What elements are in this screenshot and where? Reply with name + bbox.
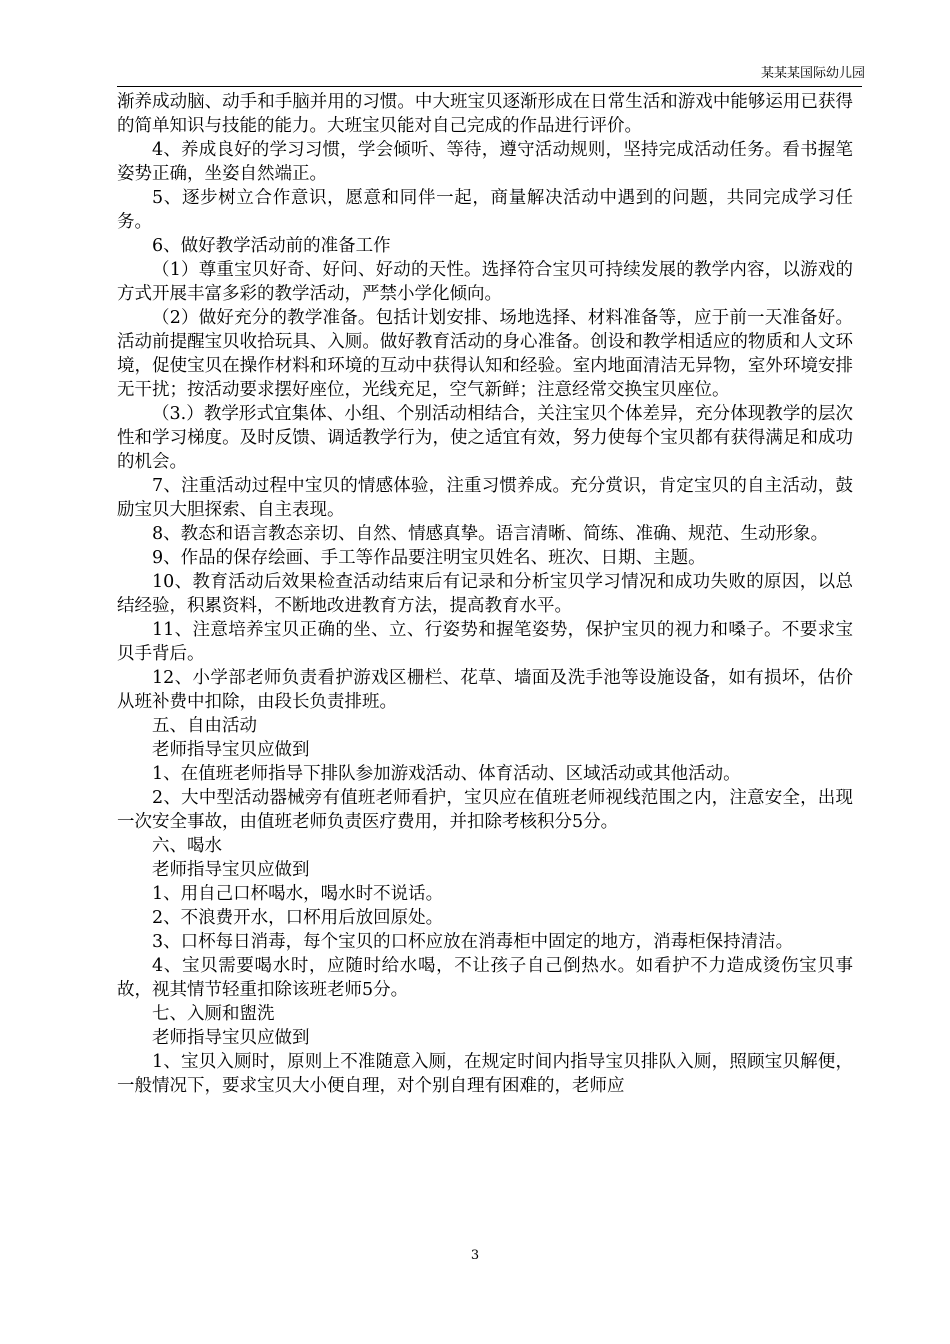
paragraph: 7、注重活动过程中宝贝的情感体验，注重习惯养成。充分赏识，肯定宝贝的自主活动，鼓励宝贝大胆探索、自主表现。 <box>117 476 853 520</box>
paragraph: 9、作品的保存绘画、手工等作品要注明宝贝姓名、班次、日期、主题。 <box>152 548 706 568</box>
paragraph: 1、用自己口杯喝水，喝水时不说话。 <box>152 884 444 904</box>
paragraph: 8、教态和语言教态亲切、自然、情感真挚。语言清晰、简练、准确、规范、生动形象。 <box>152 524 829 544</box>
paragraph: 老师指导宝贝应做到 <box>152 740 310 760</box>
paragraph: 老师指导宝贝应做到 <box>152 1028 310 1048</box>
section-heading: 五、自由活动 <box>152 716 257 736</box>
section-heading: 七、入厕和盥洗 <box>152 1004 275 1024</box>
paragraph: （3.）教学形式宜集体、小组、个别活动相结合，关注宝贝个体差异，充分体现教学的层次性和学习梯度。及时反馈、调适教学行为，使之适宜有效，努力使每个宝贝都有获得满足和成功的机会。 <box>117 404 853 472</box>
paragraph: 1、宝贝入厕时，原则上不准随意入厕，在规定时间内指导宝贝排队入厕，照顾宝贝解便，一般情况下，要求宝贝大小便自理，对个别自理有困难的，老师应 <box>117 1052 853 1096</box>
paragraph: （2）做好充分的教学准备。包括计划安排、场地选择、材料准备等，应于前一天准备好。活动前提醒宝贝收拾玩具、入厕。做好教育活动的身心准备。创设和教学相适应的物质和人文环境，促使宝贝在操作材料和环境的互动中获得认知和经验。室内地面清洁无异物，室外环境安排无干扰；按活动要求摆好座位，光线充足，空气新鲜；注意经常交换宝贝座位。 <box>117 308 853 400</box>
paragraph: （1）尊重宝贝好奇、好问、好动的天性。选择符合宝贝可持续发展的教学内容，以游戏的方式开展丰富多彩的教学活动，严禁小学化倾向。 <box>117 260 853 304</box>
paragraph: 5、逐步树立合作意识，愿意和同伴一起，商量解决活动中遇到的问题，共同完成学习任务。 <box>117 188 853 232</box>
paragraph: 3、口杯每日消毒，每个宝贝的口杯应放在消毒柜中固定的地方，消毒柜保持清洁。 <box>152 932 794 952</box>
paragraph: 2、不浪费开水，口杯用后放回原处。 <box>152 908 444 928</box>
paragraph: 4、宝贝需要喝水时，应随时给水喝，不让孩子自己倒热水。如看护不力造成烫伤宝贝事故，视其情节轻重扣除该班老师5分。 <box>117 956 853 1000</box>
paragraph: 10、教育活动后效果检查活动结束后有记录和分析宝贝学习情况和成功失败的原因，以总结经验，积累资料，不断地改进教育方法，提高教育水平。 <box>117 572 853 616</box>
page-number: 3 <box>470 1248 480 1263</box>
paragraph: 老师指导宝贝应做到 <box>152 860 310 880</box>
paragraph: 12、小学部老师负责看护游戏区栅栏、花草、墙面及洗手池等设施设备，如有损坏，估价从班补费中扣除，由段长负责排班。 <box>117 668 853 712</box>
page-header-org: 某某某国际幼儿园 <box>760 66 865 81</box>
paragraph: 4、养成良好的学习习惯，学会倾听、等待，遵守活动规则，坚持完成活动任务。看书握笔姿势正确，坐姿自然端正。 <box>117 140 853 184</box>
paragraph: 6、做好教学活动前的准备工作 <box>152 236 391 256</box>
document-body <box>117 90 853 1098</box>
header-rule <box>117 86 862 87</box>
paragraph: 11、注意培养宝贝正确的坐、立、行姿势和握笔姿势，保护宝贝的视力和嗓子。不要求宝贝手背后。 <box>117 620 853 664</box>
paragraph: 2、大中型活动器械旁有值班老师看护，宝贝应在值班老师视线范围之内，注意安全，出现一次安全事故，由值班老师负责医疗费用，并扣除考核积分5分。 <box>117 788 853 832</box>
paragraph: 1、在值班老师指导下排队参加游戏活动、体育活动、区域活动或其他活动。 <box>152 764 741 784</box>
section-heading: 六、喝水 <box>152 836 222 856</box>
paragraph: 渐养成动脑、动手和手脑并用的习惯。中大班宝贝逐渐形成在日常生活和游戏中能够运用已获得的简单知识与技能的能力。大班宝贝能对自己完成的作品进行评价。 <box>117 92 853 136</box>
